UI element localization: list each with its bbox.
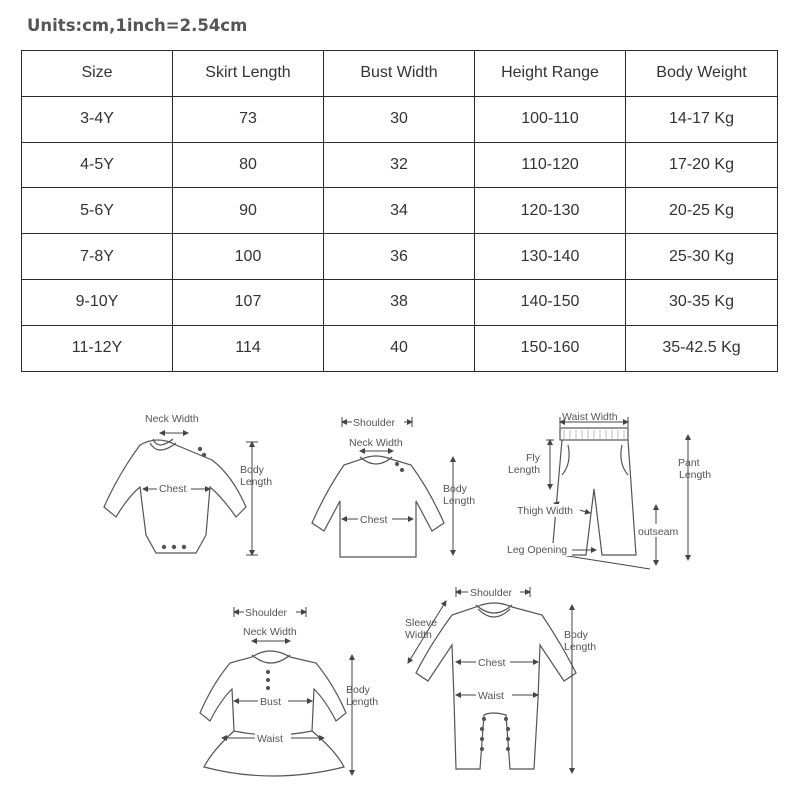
cell-skirt-length: 114 (173, 325, 324, 371)
header-bust-width: Bust Width (324, 51, 475, 97)
header-height-range: Height Range (475, 51, 626, 97)
cell-bust-width: 38 (324, 279, 475, 325)
header-body-weight: Body Weight (626, 51, 778, 97)
cell-size: 4-5Y (22, 142, 173, 188)
cell-skirt-length: 90 (173, 188, 324, 234)
table-row (22, 142, 778, 188)
dress-waist-label: Waist (257, 733, 283, 745)
cell-body-weight: 35-42.5 Kg (626, 325, 778, 371)
cell-height-range: 150-160 (475, 325, 626, 371)
pants-leg-opening-label: Leg Opening (507, 544, 568, 556)
cell-height-range: 130-140 (475, 234, 626, 280)
header-size: Size (22, 51, 173, 97)
dress-bust-label: Bust (260, 696, 282, 708)
cell-body-weight: 30-35 Kg (626, 279, 778, 325)
romper-body-label: Body (564, 629, 588, 641)
units-note: Units:cm,1inch=2.54cm (27, 16, 248, 35)
cell-body-weight: 14-17 Kg (626, 96, 778, 142)
measurement-diagrams (0, 395, 800, 795)
cell-skirt-length: 107 (173, 279, 324, 325)
romper-sleeve-label: Sleeve (405, 617, 438, 629)
header-skirt-length: Skirt Length (173, 51, 324, 97)
bodysuit-body-label: Body (240, 464, 264, 476)
shirt-diagram (312, 456, 444, 557)
cell-bust-width: 32 (324, 142, 475, 188)
pants-pant-length-label: Length (679, 469, 712, 481)
cell-skirt-length: 100 (173, 234, 324, 280)
cell-height-range: 100-110 (475, 96, 626, 142)
cell-height-range: 120-130 (475, 188, 626, 234)
shirt-body-label: Body (443, 483, 467, 495)
cell-body-weight: 25-30 Kg (626, 234, 778, 280)
pants-thigh-width-label: Thigh Width (517, 505, 574, 517)
dress-diagram (200, 651, 346, 776)
shirt-chest-label: Chest (360, 514, 388, 526)
bodysuit-neck-width-label: Neck Width (145, 413, 199, 425)
table-row (22, 234, 778, 280)
dress-body-label: Body (346, 684, 370, 696)
romper-length-label: Length (564, 641, 597, 653)
cell-bust-width: 30 (324, 96, 475, 142)
cell-size: 9-10Y (22, 279, 173, 325)
shirt-length-label: Length (443, 495, 476, 507)
bodysuit-chest-label: Chest (159, 483, 187, 495)
romper-shoulder-label: Shoulder (470, 587, 513, 599)
table-header-row (22, 51, 778, 97)
pants-diagram (552, 428, 636, 555)
cell-size: 11-12Y (22, 325, 173, 371)
cell-height-range: 110-120 (475, 142, 626, 188)
pants-fly-length-label: Length (508, 464, 541, 476)
cell-skirt-length: 80 (173, 142, 324, 188)
romper-width-label: Width (405, 629, 432, 641)
cell-size: 7-8Y (22, 234, 173, 280)
shirt-shoulder-label: Shoulder (353, 417, 396, 429)
table-row (22, 279, 778, 325)
table-row (22, 96, 778, 142)
cell-size: 5-6Y (22, 188, 173, 234)
table-row (22, 188, 778, 234)
dress-neck-width-label: Neck Width (243, 626, 297, 638)
bodysuit-length-label: Length (240, 476, 273, 488)
cell-skirt-length: 73 (173, 96, 324, 142)
size-chart-table (21, 50, 778, 372)
pants-pant-label: Pant (678, 457, 700, 469)
shirt-neck-width-label: Neck Width (349, 437, 403, 449)
pants-waist-width-label: Waist Width (562, 411, 618, 423)
cell-body-weight: 17-20 Kg (626, 142, 778, 188)
pants-outseam-label: outseam (638, 526, 679, 538)
cell-body-weight: 20-25 Kg (626, 188, 778, 234)
romper-waist-label: Waist (478, 690, 504, 702)
pants-fly-label: Fly (526, 452, 540, 464)
table-row (22, 325, 778, 371)
cell-bust-width: 40 (324, 325, 475, 371)
cell-height-range: 140-150 (475, 279, 626, 325)
dress-length-label: Length (346, 696, 379, 708)
bodysuit-diagram (104, 439, 246, 553)
romper-diagram (416, 603, 576, 769)
cell-bust-width: 34 (324, 188, 475, 234)
dress-shoulder-label: Shoulder (245, 607, 288, 619)
cell-size: 3-4Y (22, 96, 173, 142)
cell-bust-width: 36 (324, 234, 475, 280)
romper-chest-label: Chest (478, 657, 506, 669)
